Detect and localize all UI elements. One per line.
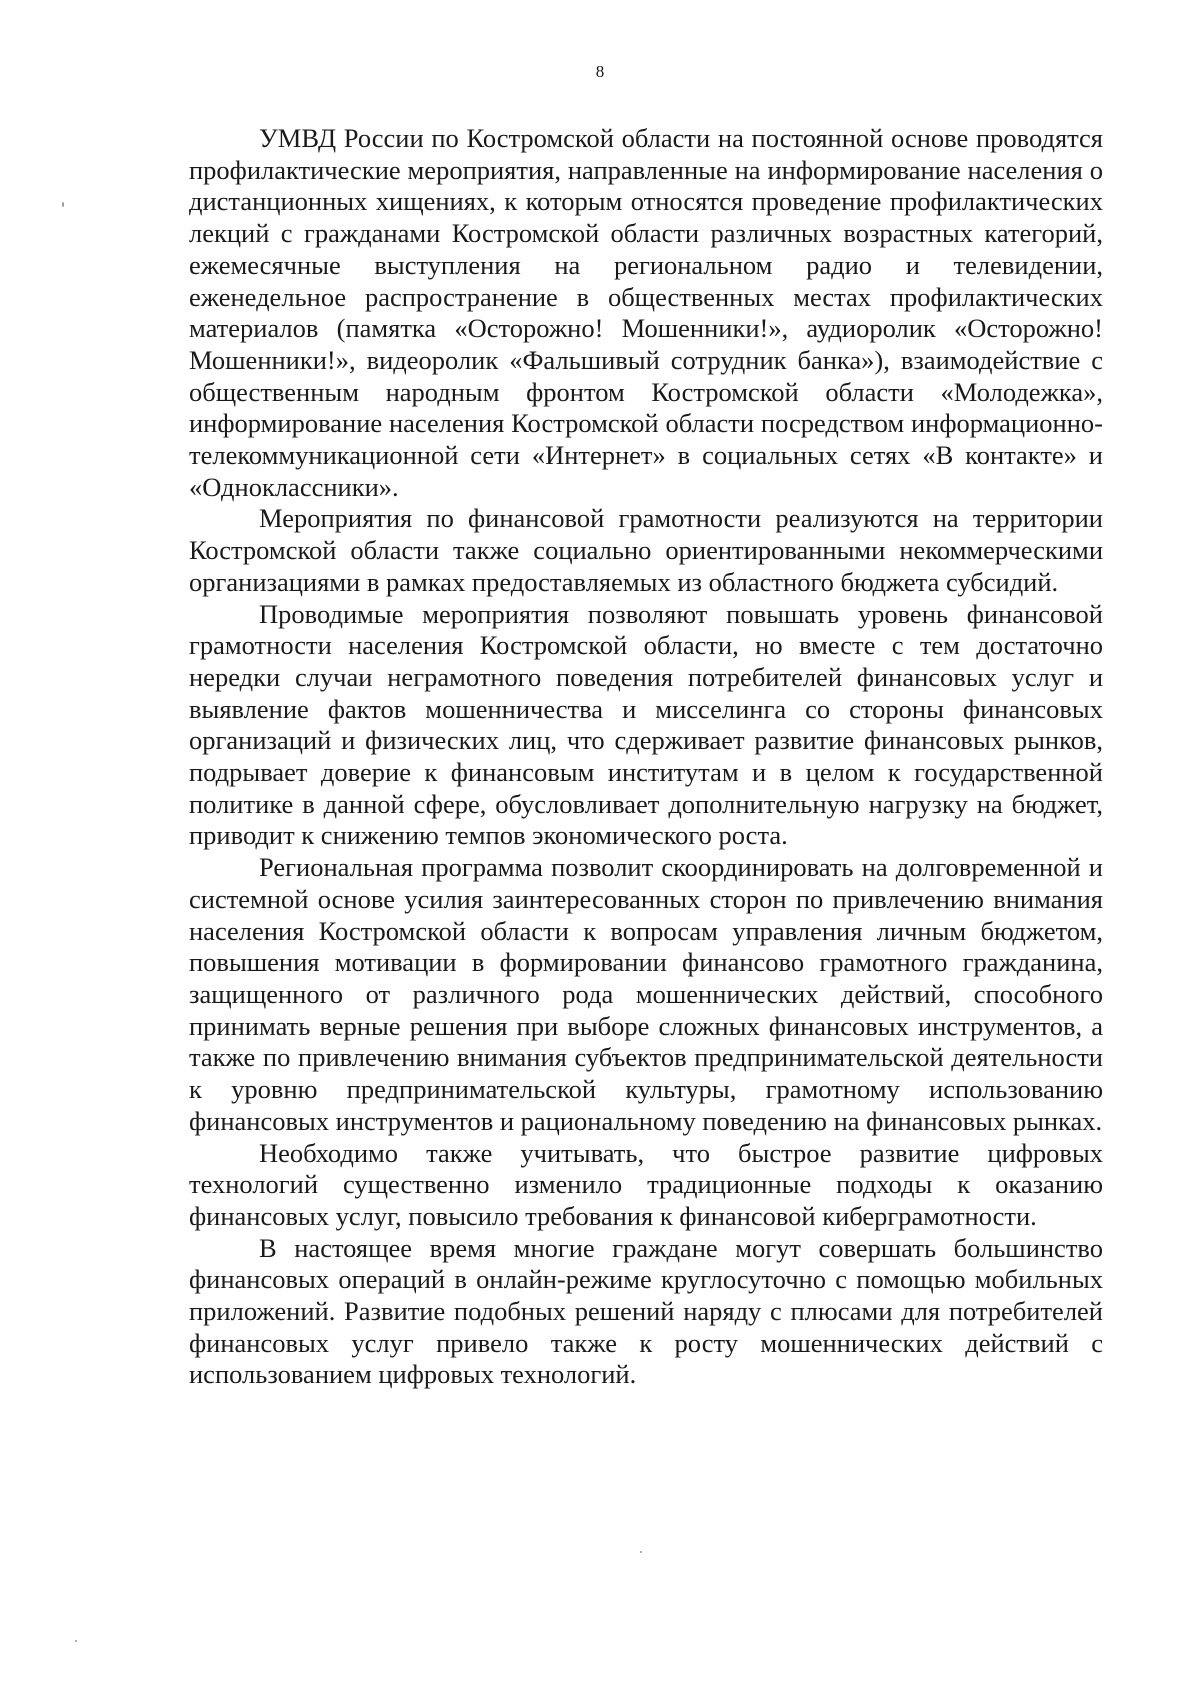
paragraph-literacy-problems: Проводимые мероприятия позволяют повышать уровень финансовой грамотности населения Костромской области, но вместе с тем достаточно нередки случаи неграмотного поведения потребителей финансовых услуг и выявление фактов мошенничества и мисселинга со стороны финансовых организаций и физических лиц, что сдерживает развитие финансовых рынков, подрывает доверие к финансовым институтам и в целом к государственной политике в данной сфере, обусловливает дополнительную нагрузку на бюджет, приводит к снижению темпов экономического роста. bbox=[189, 598, 1103, 851]
paragraph-online-operations: В настоящее время многие граждане могут совершать большинство финансовых операций в онлайн-режиме круглосуточно с помощью мобильных приложений. Развитие подобных решений наряду с плюсами для потребителей финансовых услуг привело также к росту мошеннических действий с использованием цифровых технологий. bbox=[189, 1232, 1103, 1390]
scan-speck bbox=[75, 1640, 77, 1642]
paragraph-prevention-measures: УМВД России по Костромской области на постоянной основе проводятся профилактические мероприятия, направленные на информирование населения о дистанционных хищениях, к которым относятся проведение профилактических лекций с гражданами Костромской области различных возрастных категорий, ежемесячные выступления на региональном радио и телевидении, еженедельное распространение в общественных местах профилактических материалов (памятка «Осторожно! Мошенники!», аудиоролик «Осторожно! Мошенники!», видеоролик «Фальшивый сотрудник банка»), взаимодействие с общественным народным фронтом Костромской области «Молодежка», информирование населения Костромской области посредством информационно-телекоммуникационной сети «Интернет» в социальных сетях «В контакте» и «Одноклассники». bbox=[189, 123, 1103, 502]
paragraph-regional-program: Региональная программа позволит скоординировать на долговременной и системной основе усилия заинтересованных сторон по привлечению внимания населения Костромской области к вопросам управления личным бюджетом, повышения мотивации в формировании финансово грамотного гражданина, защищенного от различного рода мошеннических действий, способного принимать верные решения при выборе сложных финансовых инструментов, а также по привлечению внимания субъектов предпринимательской деятельности к уровню предпринимательской культуры, грамотному использованию финансовых инструментов и рациональному поведению на финансовых рынках. bbox=[189, 852, 1103, 1136]
page-number: 8 bbox=[595, 62, 605, 81]
scan-speck bbox=[62, 202, 64, 207]
document-body bbox=[189, 123, 1103, 1391]
paragraph-digital-technologies: Необходимо также учитывать, что быстрое развитие цифровых технологий существенно изменило традиционные подходы к оказанию финансовых услуг, повысило требования к финансовой киберграмотности. bbox=[189, 1137, 1103, 1231]
paragraph-nonprofit-organizations: Мероприятия по финансовой грамотности реализуются на территории Костромской области также социально ориентированными некоммерческими организациями в рамках предоставляемых из областного бюджета субсидий. bbox=[189, 503, 1103, 597]
scan-speck bbox=[640, 1551, 642, 1553]
